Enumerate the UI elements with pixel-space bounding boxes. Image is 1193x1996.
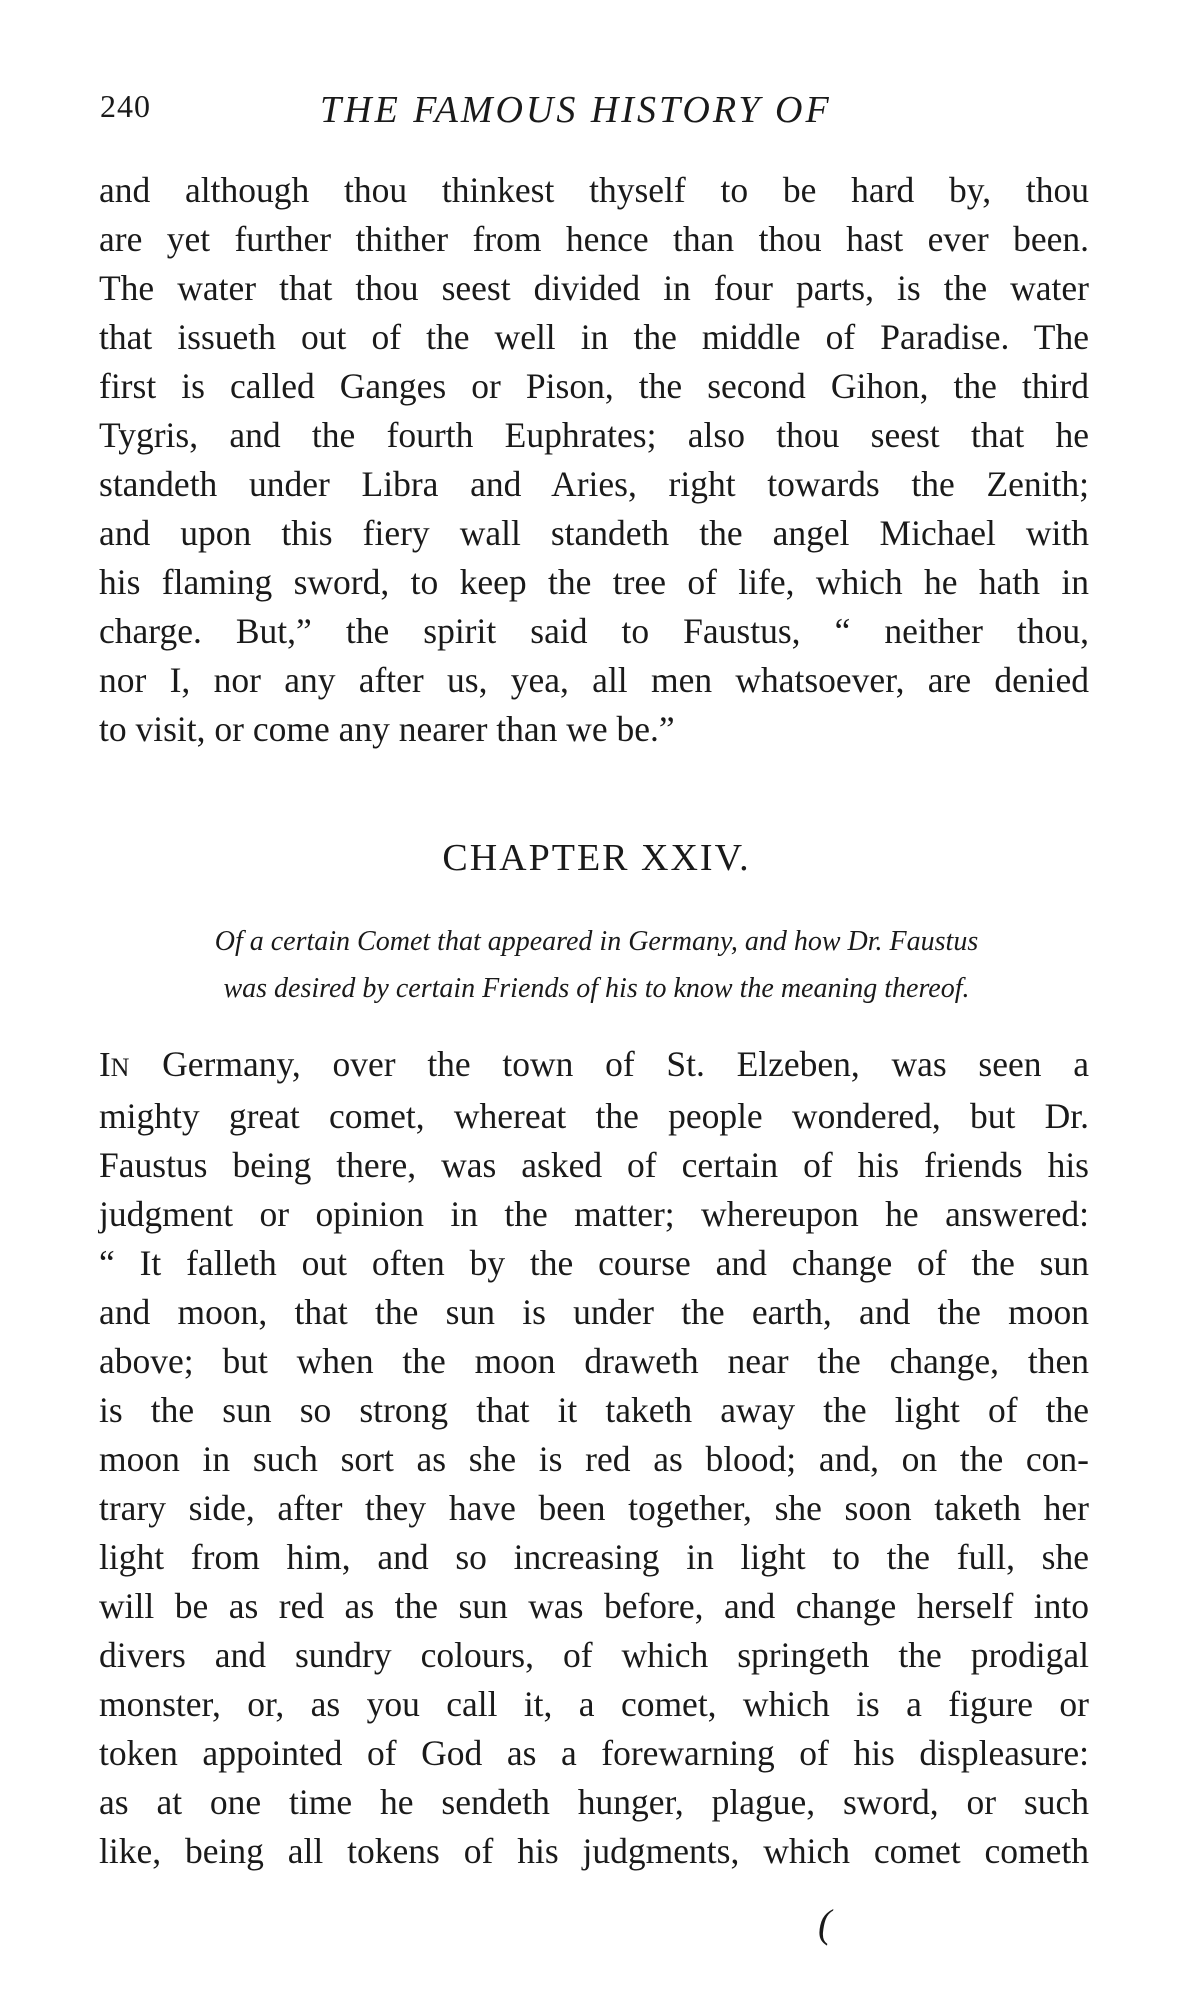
- text-line: The water that thou seest divided in four parts, is the water: [99, 268, 1089, 308]
- text-line: mighty great comet, whereat the people wondered, but Dr.: [99, 1096, 1089, 1136]
- text-line: judgment or opinion in the matter; whereupon he answered:: [99, 1194, 1089, 1234]
- text-line: above; but when the moon draweth near the change, then: [99, 1341, 1089, 1381]
- text-line: nor I, nor any after us, yea, all men whatsoever, are denied: [99, 660, 1089, 700]
- text-line: moon in such sort as she is red as blood; and, on the con-: [99, 1439, 1089, 1479]
- chapter-heading: CHAPTER XXIV.: [442, 837, 751, 879]
- text-line: trary side, after they have been together, she soon taketh her: [99, 1488, 1089, 1528]
- text-line: and although thou thinkest thyself to be hard by, thou: [99, 170, 1089, 210]
- chapter-summary-line: was desired by certain Friends of his to know the meaning thereof.: [223, 973, 970, 1004]
- text-line: Faustus being there, was asked of certain of his friends his: [99, 1145, 1089, 1185]
- text-line: is the sun so strong that it taketh away the light of the: [99, 1390, 1089, 1430]
- first-line-text: Germany, over the town of St. Elzeben, was seen a: [130, 1044, 1089, 1084]
- text-line-first: [99, 1040, 1089, 1092]
- chapter-summary-line: Of a certain Comet that appeared in Germany, and how Dr. Faustus: [214, 926, 979, 957]
- text-line: his flaming sword, to keep the tree of life, which he hath in: [99, 562, 1089, 602]
- text-line: light from him, and so increasing in light to the full, she: [99, 1537, 1089, 1577]
- running-head: [100, 88, 1100, 148]
- text-line: that issueth out of the well in the middle of Paradise. The: [99, 317, 1089, 357]
- text-line: like, being all tokens of his judgments, which comet cometh: [99, 1831, 1089, 1871]
- initial-small-caps: N: [110, 1053, 131, 1082]
- text-line: as at one time he sendeth hunger, plague, sword, or such: [99, 1782, 1089, 1822]
- text-line: standeth under Libra and Aries, right towards the Zenith;: [99, 464, 1089, 504]
- text-line: are yet further thither from hence than thou hast ever been.: [99, 219, 1089, 259]
- text-line: and moon, that the sun is under the earth, and the moon: [99, 1292, 1089, 1332]
- signature-mark: (: [818, 1901, 832, 1946]
- paragraph-1: [99, 166, 1089, 754]
- text-line: first is called Ganges or Pison, the second Gihon, the third: [99, 366, 1089, 406]
- text-line: charge. But,” the spirit said to Faustus, “ neither thou,: [99, 611, 1089, 651]
- initial-letter: I: [99, 1045, 111, 1084]
- paragraph-2: [99, 1040, 1089, 1876]
- text-line: divers and sundry colours, of which springeth the prodigal: [99, 1635, 1089, 1675]
- running-title: THE FAMOUS HISTORY OF: [320, 89, 832, 131]
- text-line: will be as red as the sun was before, and change herself into: [99, 1586, 1089, 1626]
- text-line: to visit, or come any nearer than we be.”: [99, 709, 675, 749]
- text-line: Tygris, and the fourth Euphrates; also thou seest that he: [99, 415, 1089, 455]
- page-number: 240: [100, 88, 151, 124]
- text-line: “ It falleth out often by the course and change of the sun: [99, 1243, 1089, 1283]
- text-line: monster, or, as you call it, a comet, which is a figure or: [99, 1684, 1089, 1724]
- text-line: and upon this fiery wall standeth the angel Michael with: [99, 513, 1089, 553]
- text-line: token appointed of God as a forewarning of his displeasure:: [99, 1733, 1089, 1773]
- chapter-summary: [0, 918, 1193, 1012]
